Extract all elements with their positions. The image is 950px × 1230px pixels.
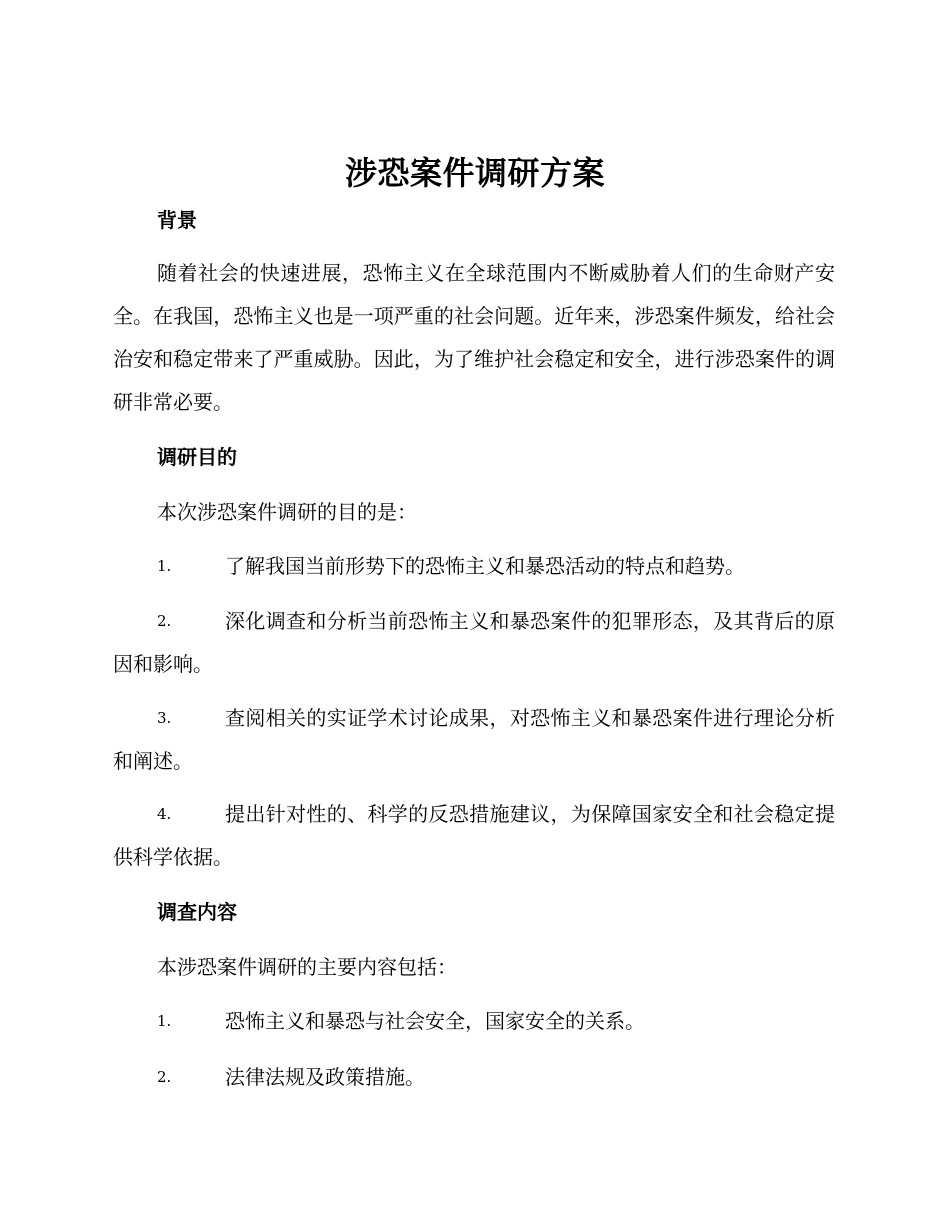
list-item-number: 1. — [157, 1012, 172, 1030]
list-item-number: 3. — [157, 709, 172, 727]
list-item-number: 4. — [157, 805, 172, 823]
purpose-list-item — [113, 793, 835, 879]
list-item-number: 2. — [157, 1068, 172, 1086]
list-item-text: 提出针对性的、科学的反恐措施建议，为保障国家安全和社会稳定提供科学依据。 — [113, 802, 835, 869]
purpose-intro: 本次涉恐案件调研的目的是： — [157, 500, 417, 524]
content-list-item — [113, 1056, 835, 1099]
section-heading-background: 背景 — [157, 208, 197, 232]
list-item-text: 法律法规及政策措施。 — [225, 1065, 425, 1089]
list-item-text: 查阅相关的实证学术讨论成果，对恐怖主义和暴恐案件进行理论分析和阐述。 — [113, 706, 835, 773]
purpose-list-item — [113, 600, 835, 686]
list-item-text: 恐怖主义和暴恐与社会安全，国家安全的关系。 — [225, 1009, 645, 1033]
purpose-list-item — [113, 545, 835, 588]
list-item-text: 深化调查和分析当前恐怖主义和暴恐案件的犯罪形态，及其背后的原因和影响。 — [113, 609, 835, 676]
document-title: 涉恐案件调研方案 — [344, 154, 605, 192]
content-list-item — [113, 1000, 835, 1043]
list-item-number: 2. — [157, 612, 172, 630]
background-paragraph: 随着社会的快速进展，恐怖主义在全球范围内不断威胁着人们的生命财产安全。在我国，恐怖主义也是一项严重的社会问题。近年来，涉恐案件频发，给社会治安和稳定带来了严重威胁。因此，为了维护社会稳定和安全，进行涉恐案件的调研非常必要。 — [113, 261, 835, 414]
content-intro: 本涉恐案件调研的主要内容包括： — [157, 955, 457, 979]
section-heading-purpose: 调研目的 — [157, 445, 237, 469]
purpose-list-item — [113, 697, 835, 783]
list-item-text: 了解我国当前形势下的恐怖主义和暴恐活动的特点和趋势。 — [225, 554, 745, 578]
section-heading-content: 调查内容 — [157, 900, 237, 924]
list-item-number: 1. — [157, 557, 172, 575]
